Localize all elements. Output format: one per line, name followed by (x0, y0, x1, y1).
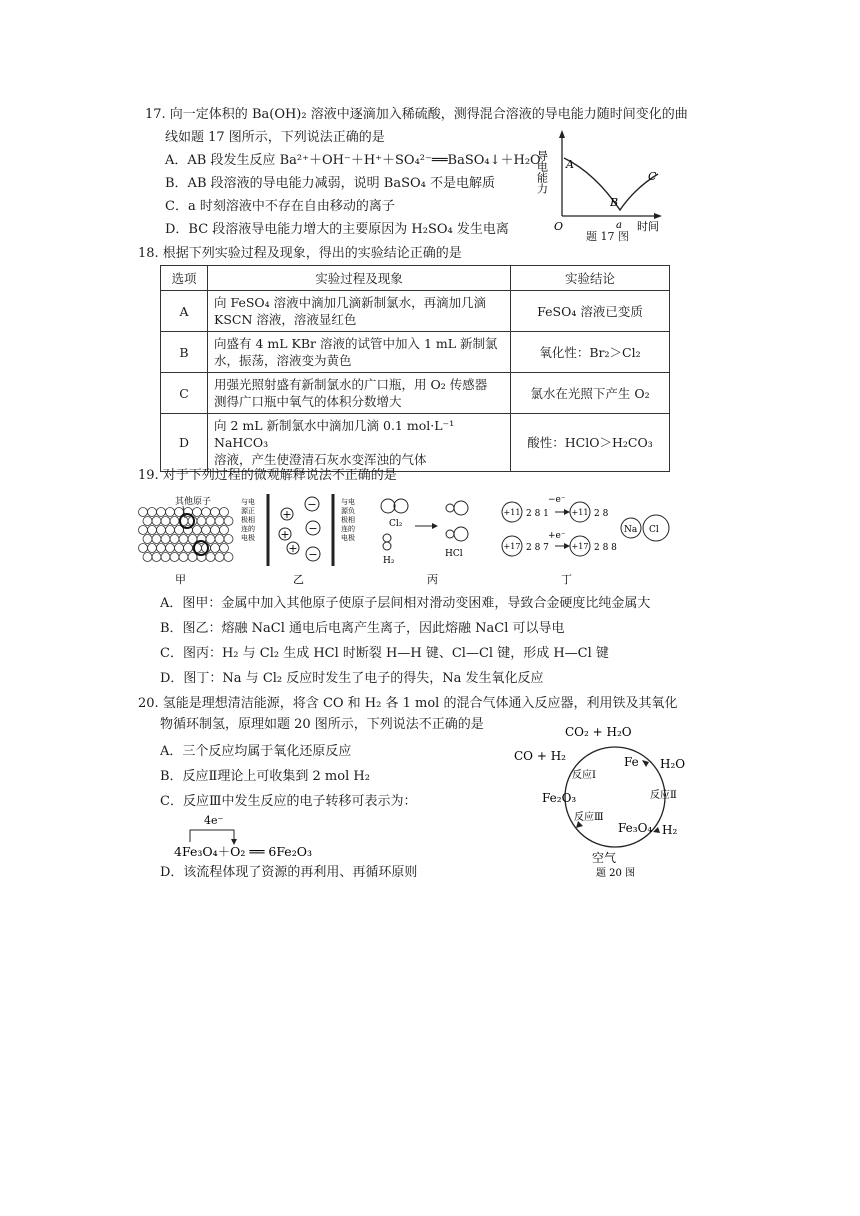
q19-option-c: C．图丙：H₂ 与 Cl₂ 生成 HCl 时断裂 H—H 键、Cl—Cl 键，形成 H—Cl 键 (160, 646, 609, 661)
lattice-atom (143, 535, 152, 544)
q19-option-a: A．图甲：金属中加入其他原子使原子层间相对滑动变困难，导致合金硬度比纯金属大 (160, 596, 651, 611)
row-process-line2: 测得广口瓶中氧气的体积分数增大 (214, 394, 402, 409)
lattice-atom (157, 508, 166, 517)
table-row (161, 332, 670, 373)
fe2o3-label: Fe₂O₃ (542, 791, 577, 805)
row-option: D (161, 414, 208, 472)
point-c: C (648, 170, 657, 183)
other-atom-label: 其他原子 (175, 497, 212, 507)
svg-text:极相: 极相 (341, 516, 355, 524)
lattice-atom (170, 553, 179, 562)
svg-text:−: − (308, 548, 318, 561)
cl-ion-shell: 2 8 8 (594, 543, 617, 553)
cl-atom-shell: 2 8 7 (526, 543, 549, 553)
lattice-atom (179, 535, 188, 544)
lattice-atom (184, 544, 193, 553)
reaction-arrow (432, 523, 438, 529)
row-option: A (161, 291, 208, 332)
row-process-line2: KSCN 溶液，溶液显红色 (214, 312, 357, 327)
figure-yi-label: 乙 (293, 573, 304, 586)
svg-text:源负: 源负 (341, 507, 355, 515)
q19-figures (135, 488, 705, 588)
q19-option-b: B．图乙：熔融 NaCl 通电后电离产生离子，因此熔融 NaCl 可以导电 (160, 621, 565, 636)
fe-label: Fe (624, 755, 639, 769)
lattice-atom (206, 535, 215, 544)
equation: 4Fe₃O₄＋O₂ ══ 6Fe₂O₃ (174, 844, 312, 859)
row-option: B (161, 332, 208, 373)
lattice-atom (224, 553, 233, 562)
lattice-atom (139, 526, 148, 535)
lattice-atom (148, 544, 157, 553)
table-row (161, 414, 670, 472)
graph-ylabel: 导电能力 (535, 150, 549, 194)
svg-text:连的: 连的 (341, 525, 355, 533)
row-conclusion: 酸性：HClO＞H₂CO₃ (511, 414, 670, 472)
lattice-atom (202, 526, 211, 535)
q17-option-a: A．AB 段发生反应 Ba²⁺＋OH⁻＋H⁺＋SO₄²⁻══BaSO₄↓＋H₂O (165, 153, 541, 168)
point-b: B (610, 196, 619, 209)
svg-text:电极: 电极 (341, 534, 355, 542)
svg-text:源正: 源正 (241, 507, 255, 515)
lattice-atom (206, 517, 215, 526)
q20-option-c: C．反应Ⅲ中发生反应的电子转移可表示为： (160, 794, 417, 809)
table-row (161, 373, 670, 414)
q17-option-b: B．AB 段溶液的导电能力减弱，说明 BaSO₄ 不是电解质 (165, 176, 495, 191)
svg-text:−: − (308, 522, 318, 535)
electron-count: 4e⁻ (204, 814, 224, 827)
lattice-atom (152, 517, 161, 526)
lattice-atom (224, 517, 233, 526)
svg-text:+17: +17 (503, 542, 521, 551)
header-conclusion: 实验结论 (511, 266, 670, 291)
table-header-row (161, 266, 670, 291)
lattice-atom (220, 508, 229, 517)
q17-option-d: D．BC 段溶液导电能力增大的主要原因为 H₂SO₄ 发生电离 (165, 222, 509, 237)
svg-text:+11: +11 (503, 508, 521, 517)
lattice-atom (211, 544, 220, 553)
na-atom-shell: 2 8 1 (526, 509, 549, 519)
lattice-atom (215, 517, 224, 526)
lattice-atom (143, 553, 152, 562)
lattice-atom (170, 535, 179, 544)
na-ion-label: Na (624, 525, 638, 535)
right-electrode-label (341, 497, 355, 542)
row-process-line1: 用强光照射盛有新制氯水的广口瓶，用 O₂ 传感器 (214, 377, 488, 392)
lattice-atom (220, 544, 229, 553)
lattice-atom (220, 526, 229, 535)
lattice-atom (224, 535, 233, 544)
table-row (161, 291, 670, 332)
lattice-atom (193, 508, 202, 517)
q17-caption: 题 17 图 (586, 230, 629, 243)
q17-conductivity-graph (535, 128, 690, 243)
row-process-line2: 溶液，产生使澄清石灰水变浑浊的气体 (214, 452, 427, 467)
na-ion-shell: 2 8 (594, 509, 609, 519)
q20-line2: 物循环制氢，原理如题 20 图所示，下列说法不正确的是 (160, 717, 484, 732)
reaction-3-label: 反应Ⅲ (574, 812, 604, 823)
lattice-atom (157, 526, 166, 535)
q19-option-d: D．图丁：Na 与 Cl₂ 反应时发生了电子的得失，Na 发生氧化反应 (160, 671, 544, 686)
q20-option-a: A．三个反应均属于氧化还原反应 (160, 744, 352, 759)
h2-label: H₂ (383, 556, 395, 566)
lattice-atom (161, 553, 170, 562)
left-electrode-label (241, 497, 255, 542)
lattice-atom (148, 508, 157, 517)
svg-text:与电: 与电 (241, 498, 255, 506)
q20-line1: 20. 氢能是理想清洁能源，将含 CO 和 H₂ 各 1 mol 的混合气体通入反应器，利用铁及其氧化 (138, 696, 678, 711)
header-process: 实验过程及现象 (208, 266, 511, 291)
lattice-atom (139, 544, 148, 553)
lattice-atom (215, 553, 224, 562)
q20-caption: 题 20 图 (596, 868, 636, 879)
lattice-atom (148, 526, 157, 535)
lattice-atom (170, 517, 179, 526)
svg-text:−: − (307, 498, 317, 511)
reaction-2-label: 反应Ⅱ (650, 790, 677, 801)
figure-jia-label: 甲 (175, 573, 186, 586)
q18-stem: 18. 根据下列实验过程及现象，得出的实验结论正确的是 (138, 246, 462, 261)
row-conclusion: 氯水在光照下产生 O₂ (511, 373, 670, 414)
lattice-atom (197, 517, 206, 526)
svg-text:+17: +17 (571, 542, 589, 551)
q17-option-c: C．a 时刻溶液中不存在自由移动的离子 (165, 199, 395, 214)
row-conclusion: 氧化性：Br₂＞Cl₂ (511, 332, 670, 373)
q20-option-d: D．该流程体现了资源的再利用、再循环原则 (160, 865, 418, 880)
svg-text:极相: 极相 (241, 516, 255, 524)
lattice-atom (206, 553, 215, 562)
h2o-label: H₂O (660, 757, 686, 771)
lattice-atom (193, 526, 202, 535)
lattice-atom (143, 517, 152, 526)
cl2-label: Cl₂ (389, 519, 403, 529)
electron-transfer-equation (170, 812, 370, 862)
co-h2-label: CO + H₂ (514, 749, 566, 763)
lattice-atom (157, 544, 166, 553)
svg-text:+: + (280, 528, 290, 541)
air-label: 空气 (592, 851, 617, 865)
gain-electron-label: +e⁻ (548, 531, 566, 541)
svg-text:电极: 电极 (241, 534, 255, 542)
q17-line1: 17. 向一定体积的 Ba(OH)₂ 溶液中逐滴加入稀硫酸，测得混合溶液的导电能力随时间变化的曲 (145, 107, 688, 122)
lattice-atom (152, 535, 161, 544)
row-conclusion: FeSO₄ 溶液已变质 (511, 291, 670, 332)
cl-ion-label: Cl (649, 525, 659, 535)
figure-jia-lattice (139, 508, 234, 562)
svg-text:连的: 连的 (241, 525, 255, 533)
lattice-atom (211, 508, 220, 517)
h2-product-label: H₂ (662, 823, 678, 837)
row-process-line1: 向盛有 4 mL KBr 溶液的试管中加入 1 mL 新制氯 (214, 336, 498, 351)
lattice-atom (161, 535, 170, 544)
lattice-atom (161, 517, 170, 526)
lattice-atom (166, 508, 175, 517)
lattice-atom (202, 544, 211, 553)
fe3o4-label: Fe₃O₄ (618, 821, 653, 835)
row-process-line2: 水，振荡，溶液变为黄色 (214, 353, 352, 368)
svg-text:+11: +11 (571, 508, 589, 517)
row-process-line1: 向 2 mL 新制氯水中滴加几滴 0.1 mol·L⁻¹ NaHCO₃ (214, 418, 455, 450)
svg-text:与电: 与电 (341, 498, 355, 506)
reaction-1-label: 反应Ⅰ (572, 770, 596, 781)
svg-text:+: + (282, 508, 292, 521)
x-axis-arrow (654, 213, 662, 219)
hcl-label: HCl (445, 549, 463, 559)
header-option: 选项 (161, 266, 208, 291)
q20-option-b: B．反应Ⅱ理论上可收集到 2 mol H₂ (160, 769, 370, 784)
cycle-arrow-1 (642, 760, 649, 767)
lattice-atom (139, 508, 148, 517)
row-process-line1: 向 FeSO₄ 溶液中滴加几滴新制氯水，再滴加几滴 (214, 295, 487, 310)
figure-bing-label: 丙 (427, 573, 438, 586)
point-a: A (566, 158, 574, 171)
q20-cycle-diagram (510, 722, 710, 882)
lattice-atom (211, 526, 220, 535)
lattice-atom (152, 553, 161, 562)
q18-table (160, 265, 670, 472)
lattice-atom (215, 535, 224, 544)
lose-electron-label: −e⁻ (548, 495, 566, 505)
co2-h2o-label: CO₂ + H₂O (565, 725, 632, 739)
lattice-atom (166, 544, 175, 553)
point-a-time: a (616, 220, 622, 231)
lattice-atom (202, 508, 211, 517)
figure-ding-label: 丁 (561, 573, 572, 586)
lattice-atom (179, 553, 188, 562)
svg-text:+: + (288, 542, 298, 555)
q17-line2: 线如题 17 图所示，下列说法正确的是 (165, 130, 385, 145)
graph-xlabel: 时间 (637, 220, 659, 233)
lattice-atom (175, 544, 184, 553)
row-option: C (161, 373, 208, 414)
graph-origin: O (554, 220, 564, 233)
y-axis-arrow (559, 130, 565, 138)
lattice-atom (166, 526, 175, 535)
q19-stem: 19. 对于下列过程的微观解释说法不正确的是 (138, 468, 397, 483)
